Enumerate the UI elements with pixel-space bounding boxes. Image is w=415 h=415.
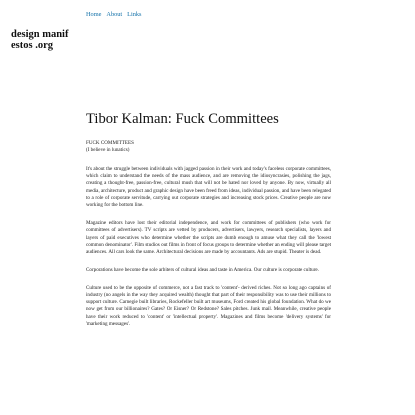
site-title[interactable]: design manifestos .org	[11, 29, 69, 51]
post-article	[86, 110, 331, 339]
paragraph-1: It's about the struggle between individuals with jagged passion in their work and today's faceless corporate committees, which claim to understand the needs of the mass audience, and are removing the idiosyncrasies, polishing the jags, creating a thought-free, passion-free, cultural mush that will not be hated nor loved by anyone. By now, virtually all media, architecture, product and graphic design have been freed from ideas, individual passion, and have been relegated to a role of corporate servitude, carrying out corporate strategies and increasing stock prices. Creative people are now working for the bottom line.	[86, 165, 331, 209]
paragraph-3: Corporations have become the sole arbiters of cultural ideas and taste in America. Our culture is corporate culture.	[86, 266, 319, 273]
post-title: Tibor Kalman: Fuck Committees	[86, 111, 279, 127]
nav-about-link[interactable]: About	[106, 11, 123, 18]
post-intro	[86, 140, 331, 154]
intro-subheading: (I believe in lunatics)	[86, 147, 130, 154]
nav-home-link[interactable]: Home	[86, 11, 102, 18]
main-nav	[86, 11, 141, 19]
intro-heading: FUCK COMMITTEES	[86, 140, 134, 146]
paragraph-4: Culture used to be the opposite of commerce, not a fast track to 'content'- derived riches. Not so long ago captains of industry (no angels in the way they acquired wealth) thought that part of their responsibility was to use their millions to support culture. Carnegie built libraries, Rockefeller built art museums, Ford created his global foundation. What do we now get from our billionaires? Gates? Or Eisner? Or Redstone? Sales pitches. Junk mail. Meanwhile, creative people have their work reduced to 'content' or 'intellectual property'. Magazines and films become 'delivery systems' for 'marketing messages'.	[86, 284, 331, 327]
paragraph-2: Magazine editors have lost their editorial independence, and work for committees of publishers (who work for committees of advertisers). TV scripts are vetted by producers, advertisers, lawyers, research specialists, layers and layers of paid executives who determine whether the scripts are dumb enough to amuse what they call the 'lowest common denominator'. Film studios out films in front of focus groups to determine whether an ending will please target audiences. All cars look the same. Architectural decisions are made by accountants. Ads are stupid. Theater is dead.	[86, 220, 331, 255]
nav-links-link[interactable]: Links	[127, 11, 142, 18]
